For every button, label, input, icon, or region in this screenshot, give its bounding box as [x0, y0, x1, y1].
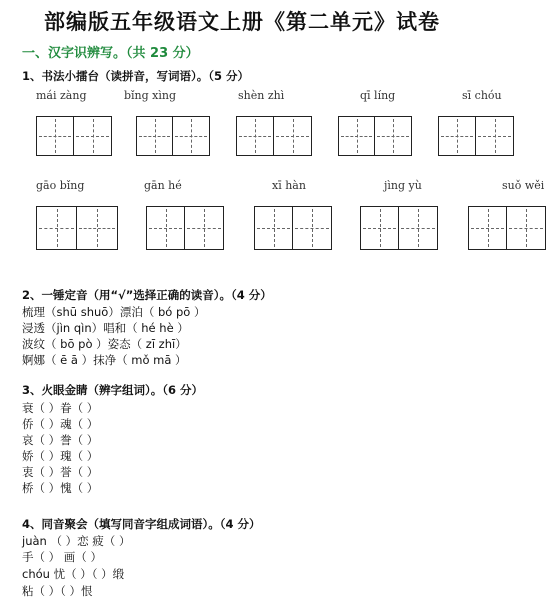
section-heading: 一、汉字识辨写。（共 23 分） [22, 46, 199, 61]
question-line: 浸透（jìn qìn）唱和（ hé hè ） [22, 321, 189, 335]
pinyin-label: jìng yù [384, 179, 422, 192]
question-line: 婀娜（ ē ā ）抹净（ mǒ mā ） [22, 353, 187, 367]
question-1-title: 1、书法小擂台（读拼音，写词语）。（5 分） [22, 69, 250, 83]
question-3-title: 3、火眼金睛（辨字组词）。（6 分） [22, 383, 204, 397]
pinyin-label: bǐng xìng [124, 89, 177, 102]
writing-box[interactable] [136, 116, 210, 156]
question-line: 衷（ ）誉（ ） [22, 465, 99, 479]
page-title: 部编版五年级语文上册《第二单元》试卷 [44, 10, 440, 34]
writing-box[interactable] [146, 206, 224, 250]
question-line: 桥（ ）愧（ ） [22, 481, 99, 495]
question-line: 衰（ ）眷（ ） [22, 401, 99, 415]
question-line: 粘（ ）（ ）恨 [22, 584, 93, 598]
pinyin-label: suǒ wěi [502, 179, 545, 192]
pinyin-label: xī hàn [272, 179, 306, 192]
pinyin-label: shèn zhì [238, 89, 285, 102]
writing-box[interactable] [468, 206, 546, 250]
pinyin-label: mái zàng [36, 89, 87, 102]
pinyin-label: qī líng [360, 89, 396, 102]
writing-box[interactable] [254, 206, 332, 250]
writing-box[interactable] [36, 206, 118, 250]
question-line: 哀（ ）誊（ ） [22, 433, 99, 447]
pinyin-label: gān hé [144, 179, 182, 192]
writing-box[interactable] [338, 116, 412, 156]
question-line: 梳理（shū shuō）漂泊（ bó pō ） [22, 305, 206, 319]
writing-box[interactable] [438, 116, 514, 156]
question-2-title: 2、一锤定音（用“√”选择正确的读音）。（4 分） [22, 288, 272, 302]
question-line: 波纹（ bō pò ）姿态（ zī zhī） [22, 337, 187, 351]
writing-box[interactable] [236, 116, 312, 156]
question-line: juàn （ ）恋 疲（ ） [22, 534, 131, 548]
question-line: 手（ ） 画（ ） [22, 550, 102, 564]
writing-box[interactable] [360, 206, 438, 250]
pinyin-label: gāo bǐng [36, 179, 85, 192]
question-4-title: 4、同音聚会（填写同音字组成词语）。（4 分） [22, 517, 261, 531]
question-line: 娇（ ）瑰（ ） [22, 449, 99, 463]
question-line: 侨（ ）魂（ ） [22, 417, 99, 431]
pinyin-label: sī chóu [462, 89, 502, 102]
question-line: chóu 忧（ ）（ ）缎 [22, 567, 125, 581]
writing-box[interactable] [36, 116, 112, 156]
